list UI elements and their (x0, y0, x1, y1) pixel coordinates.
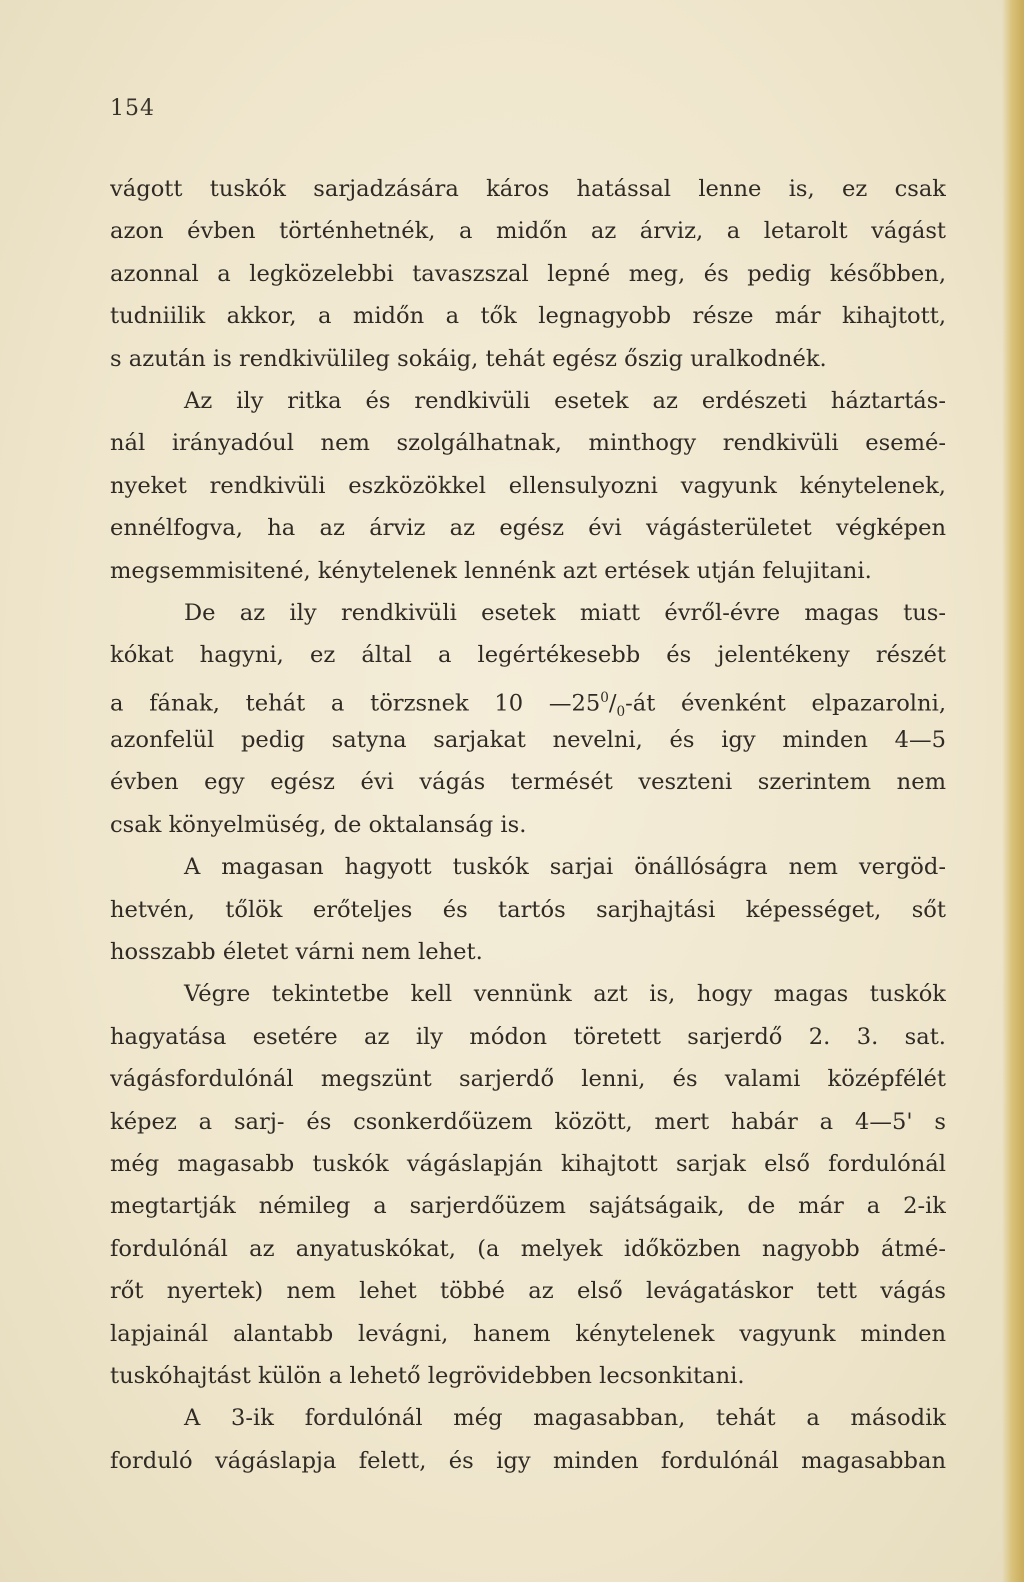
text-line: azon évben történhetnék, a midőn az árviz, a letarolt vágást (110, 218, 946, 245)
text-line: megtartják némileg a sarjerdőüzem sajátságaik, de már a 2-ik (110, 1193, 946, 1220)
text-line: vágott tuskók sarjadzására káros hatással lenne is, ez csak (110, 176, 946, 202)
paragraph-5 (110, 973, 946, 1397)
text-line: forduló vágáslapja felett, és igy minden fordulónál magasabban (110, 1447, 946, 1474)
text-line: tudniilik akkor, a midőn a tők legnagyobb része már kihajtott, (110, 303, 946, 330)
text-line: De az ily rendkivüli esetek miatt évről-évre magas tus- (184, 599, 946, 626)
text-line: hetvén, tőlök erőteljes és tartós sarjhajtási képességet, sőt (110, 896, 946, 923)
text-line: A 3-ik fordulónál még magasabban, tehát a második (184, 1405, 946, 1432)
text-line: évben egy egész évi vágás termését veszteni szerintem nem (110, 769, 946, 796)
text-line: rőt nyertek) nem lehet többé az első levágatáskor tett vágás (110, 1278, 946, 1305)
text-line: nyeket rendkivüli eszközökkel ellensulyozni vagyunk kénytelenek, (110, 472, 946, 499)
text-line: s azután is rendkivülileg sokáig, tehát egész őszig uralkodnék. (110, 345, 827, 372)
text-line: hagyatása esetére az ily módon töretett sarjerdő 2. 3. sat. (110, 1023, 946, 1050)
text-line: Végre tekintetbe kell vennünk azt is, hogy magas tuskók (184, 981, 946, 1008)
percent-sign-slash: / (608, 690, 617, 717)
text-line: lapjainál alantabb levágni, hanem kénytelenek vagyunk minden (110, 1320, 946, 1347)
text-line: ennélfogva, ha az árviz az egész évi vágásterületet végképen (110, 515, 946, 542)
page-number: 154 (110, 96, 155, 121)
paragraph-6 (110, 1397, 946, 1482)
text-line: azonnal a legközelebbi tavaszszal lepné meg, és pedig későbben, (110, 260, 946, 287)
text-line: kókat hagyni, ez által a legértékesebb és jelentékeny részét (110, 642, 946, 669)
text-line: tuskóhajtást külön a lehető legrövidebben lecsonkitani. (110, 1362, 745, 1389)
paragraph-3 (110, 592, 946, 846)
fraction-line-before: a fának, tehát a törzsnek 10 —25 (110, 690, 601, 717)
paragraph-1 (110, 168, 946, 380)
body-text (110, 168, 946, 1482)
paragraph-4 (110, 846, 946, 973)
text-line: képez a sarj- és csonkerdőüzem között, mert habár a 4—5' s (110, 1108, 946, 1135)
percent-sign-top: 0 (600, 689, 609, 706)
page-edge (1002, 0, 1024, 1582)
text-line: még magasabb tuskók vágáslapján kihajtott sarjak első fordulónál (110, 1150, 946, 1177)
text-line: fordulónál az anyatuskókat, (a melyek időközben nagyobb átmé- (110, 1235, 946, 1262)
percent-sign-bottom: 0 (616, 703, 626, 720)
paragraph-2 (110, 380, 946, 592)
text-line: nál irányadóul nem szolgálhatnak, minthogy rendkivüli esemé- (110, 430, 946, 457)
text-line-with-fraction (110, 677, 946, 719)
text-line: hosszabb életet várni nem lehet. (110, 939, 483, 966)
text-line: A magasan hagyott tuskók sarjai önállóságra nem vergöd- (184, 854, 946, 881)
text-line: csak könyelmüség, de oktalanság is. (110, 811, 527, 838)
text-line: megsemmisitené, kénytelenek lennénk azt ertések utján felujitani. (110, 557, 872, 584)
text-line: Az ily ritka és rendkivüli esetek az erdészeti háztartás- (184, 387, 946, 414)
fraction-line-after: -át évenként elpazarolni, (625, 690, 946, 717)
text-line: vágásfordulónál megszünt sarjerdő lenni, és valami középfélét (110, 1066, 946, 1093)
text-line: azonfelül pedig satyna sarjakat nevelni, és igy minden 4—5 (110, 727, 946, 754)
